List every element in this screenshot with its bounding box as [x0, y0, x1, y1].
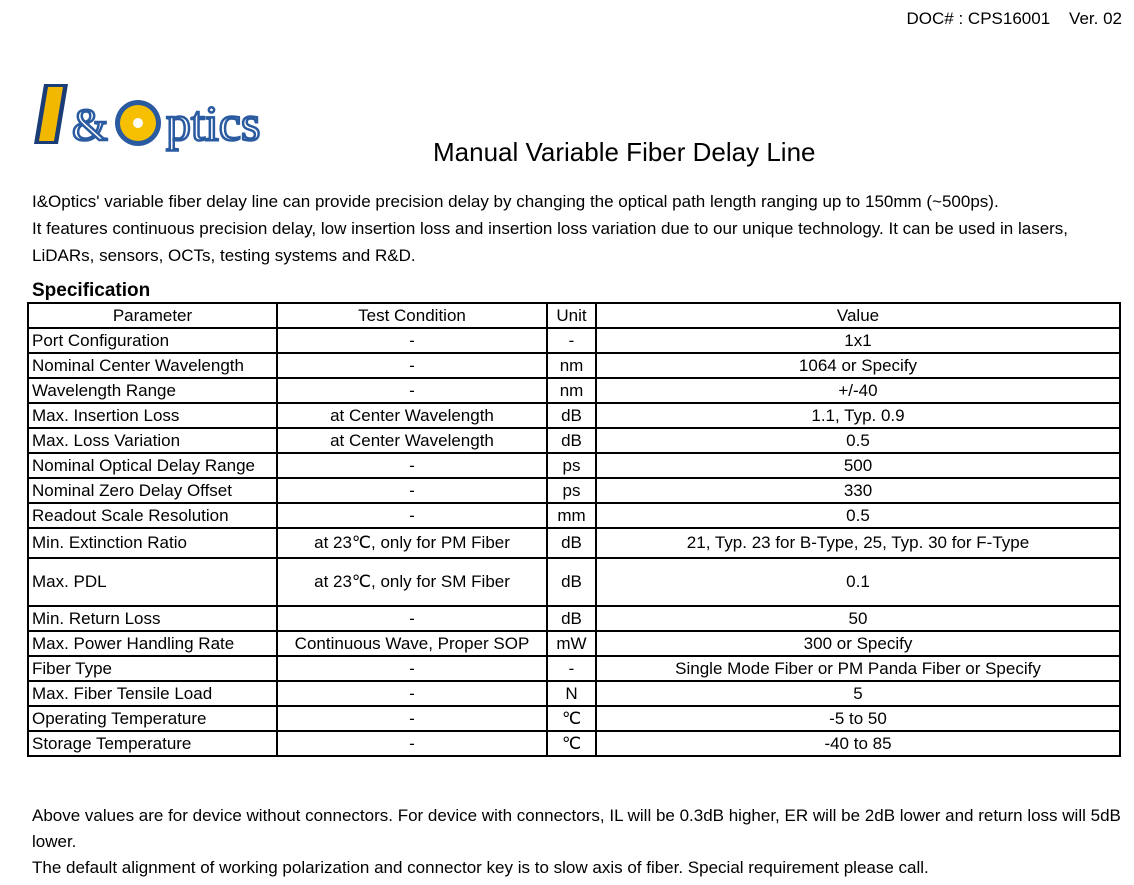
column-header-value: Value — [596, 303, 1120, 328]
column-header-parameter: Parameter — [28, 303, 277, 328]
document-id: DOC# : CPS16001 Ver. 02 — [906, 9, 1122, 28]
param-cell: Nominal Center Wavelength — [28, 353, 277, 378]
value-cell: +/-40 — [596, 378, 1120, 403]
value-cell: 1x1 — [596, 328, 1120, 353]
param-cell: Wavelength Range — [28, 378, 277, 403]
condition-cell: at Center Wavelength — [277, 403, 547, 428]
param-cell: Max. PDL — [28, 558, 277, 606]
param-cell: Max. Insertion Loss — [28, 403, 277, 428]
footnote-connectors: Above values are for device without connectors. For device with connectors, IL will be 0.3dB higher, ER will be 2dB lower and return loss will 5dB lower. — [32, 806, 1121, 851]
table-row — [28, 353, 1120, 378]
param-cell: Max. Loss Variation — [28, 428, 277, 453]
unit-cell: dB — [547, 528, 596, 558]
company-logo — [30, 78, 310, 168]
unit-cell: nm — [547, 378, 596, 403]
table-row — [28, 528, 1120, 558]
table-row — [28, 656, 1120, 681]
svg-text:ptics: ptics — [166, 95, 261, 151]
table-row — [28, 706, 1120, 731]
condition-cell: - — [277, 353, 547, 378]
condition-cell: at 23℃, only for SM Fiber — [277, 558, 547, 606]
unit-cell: dB — [547, 403, 596, 428]
table-header-row — [28, 303, 1120, 328]
table-row — [28, 681, 1120, 706]
value-cell: 21, Typ. 23 for B-Type, 25, Typ. 30 for F-Type — [596, 528, 1120, 558]
condition-cell: - — [277, 606, 547, 631]
condition-cell: - — [277, 453, 547, 478]
unit-cell: ps — [547, 453, 596, 478]
value-cell: -5 to 50 — [596, 706, 1120, 731]
specification-table — [27, 302, 1121, 757]
condition-cell: - — [277, 503, 547, 528]
value-cell: 50 — [596, 606, 1120, 631]
intro-line: It features continuous precision delay, low insertion loss and insertion loss variation due to our unique technology. It can be used in lasers, LiDARs, sensors, OCTs, testing systems and R&D. — [32, 219, 1069, 265]
condition-cell: - — [277, 328, 547, 353]
intro-line: I&Optics' variable fiber delay line can provide precision delay by changing the optical path length ranging up to 150mm (~500ps). — [32, 192, 999, 211]
table-row — [28, 478, 1120, 503]
unit-cell: dB — [547, 428, 596, 453]
value-cell: 330 — [596, 478, 1120, 503]
param-cell: Nominal Zero Delay Offset — [28, 478, 277, 503]
value-cell: 1.1, Typ. 0.9 — [596, 403, 1120, 428]
unit-cell: N — [547, 681, 596, 706]
unit-cell: ℃ — [547, 731, 596, 756]
unit-cell: nm — [547, 353, 596, 378]
table-row — [28, 378, 1120, 403]
footnote-polarization: The default alignment of working polarization and connector key is to slow axis of fiber. Special requirement please call. — [32, 858, 929, 877]
table-row — [28, 453, 1120, 478]
value-cell: 0.1 — [596, 558, 1120, 606]
value-cell: -40 to 85 — [596, 731, 1120, 756]
table-row — [28, 428, 1120, 453]
condition-cell: at 23℃, only for PM Fiber — [277, 528, 547, 558]
condition-cell: - — [277, 656, 547, 681]
unit-cell: mW — [547, 631, 596, 656]
param-cell: Min. Return Loss — [28, 606, 277, 631]
footnotes — [32, 803, 1122, 881]
value-cell: 5 — [596, 681, 1120, 706]
unit-cell: dB — [547, 558, 596, 606]
condition-cell: Continuous Wave, Proper SOP — [277, 631, 547, 656]
table-row — [28, 731, 1120, 756]
condition-cell: - — [277, 478, 547, 503]
value-cell: 0.5 — [596, 428, 1120, 453]
unit-cell: ps — [547, 478, 596, 503]
condition-cell: - — [277, 378, 547, 403]
param-cell: Fiber Type — [28, 656, 277, 681]
value-cell: 0.5 — [596, 503, 1120, 528]
condition-cell: - — [277, 731, 547, 756]
value-cell: 300 or Specify — [596, 631, 1120, 656]
intro-paragraph — [32, 188, 1122, 269]
value-cell: 1064 or Specify — [596, 353, 1120, 378]
param-cell: Storage Temperature — [28, 731, 277, 756]
table-row — [28, 558, 1120, 606]
io-logo-icon — [30, 78, 310, 168]
svg-text:&: & — [72, 99, 108, 150]
unit-cell: - — [547, 328, 596, 353]
value-cell: Single Mode Fiber or PM Panda Fiber or Specify — [596, 656, 1120, 681]
param-cell: Operating Temperature — [28, 706, 277, 731]
column-header-unit: Unit — [547, 303, 596, 328]
param-cell: Min. Extinction Ratio — [28, 528, 277, 558]
param-cell: Readout Scale Resolution — [28, 503, 277, 528]
table-row — [28, 328, 1120, 353]
table-row — [28, 403, 1120, 428]
param-cell: Max. Fiber Tensile Load — [28, 681, 277, 706]
param-cell: Max. Power Handling Rate — [28, 631, 277, 656]
specification-heading: Specification — [32, 280, 151, 301]
unit-cell: ℃ — [547, 706, 596, 731]
table-row — [28, 606, 1120, 631]
column-header-test-condition: Test Condition — [277, 303, 547, 328]
param-cell: Port Configuration — [28, 328, 277, 353]
table-row — [28, 631, 1120, 656]
condition-cell: - — [277, 706, 547, 731]
unit-cell: mm — [547, 503, 596, 528]
condition-cell: at Center Wavelength — [277, 428, 547, 453]
param-cell: Nominal Optical Delay Range — [28, 453, 277, 478]
value-cell: 500 — [596, 453, 1120, 478]
unit-cell: dB — [547, 606, 596, 631]
page-title: Manual Variable Fiber Delay Line — [433, 137, 816, 167]
table-row — [28, 503, 1120, 528]
unit-cell: - — [547, 656, 596, 681]
condition-cell: - — [277, 681, 547, 706]
